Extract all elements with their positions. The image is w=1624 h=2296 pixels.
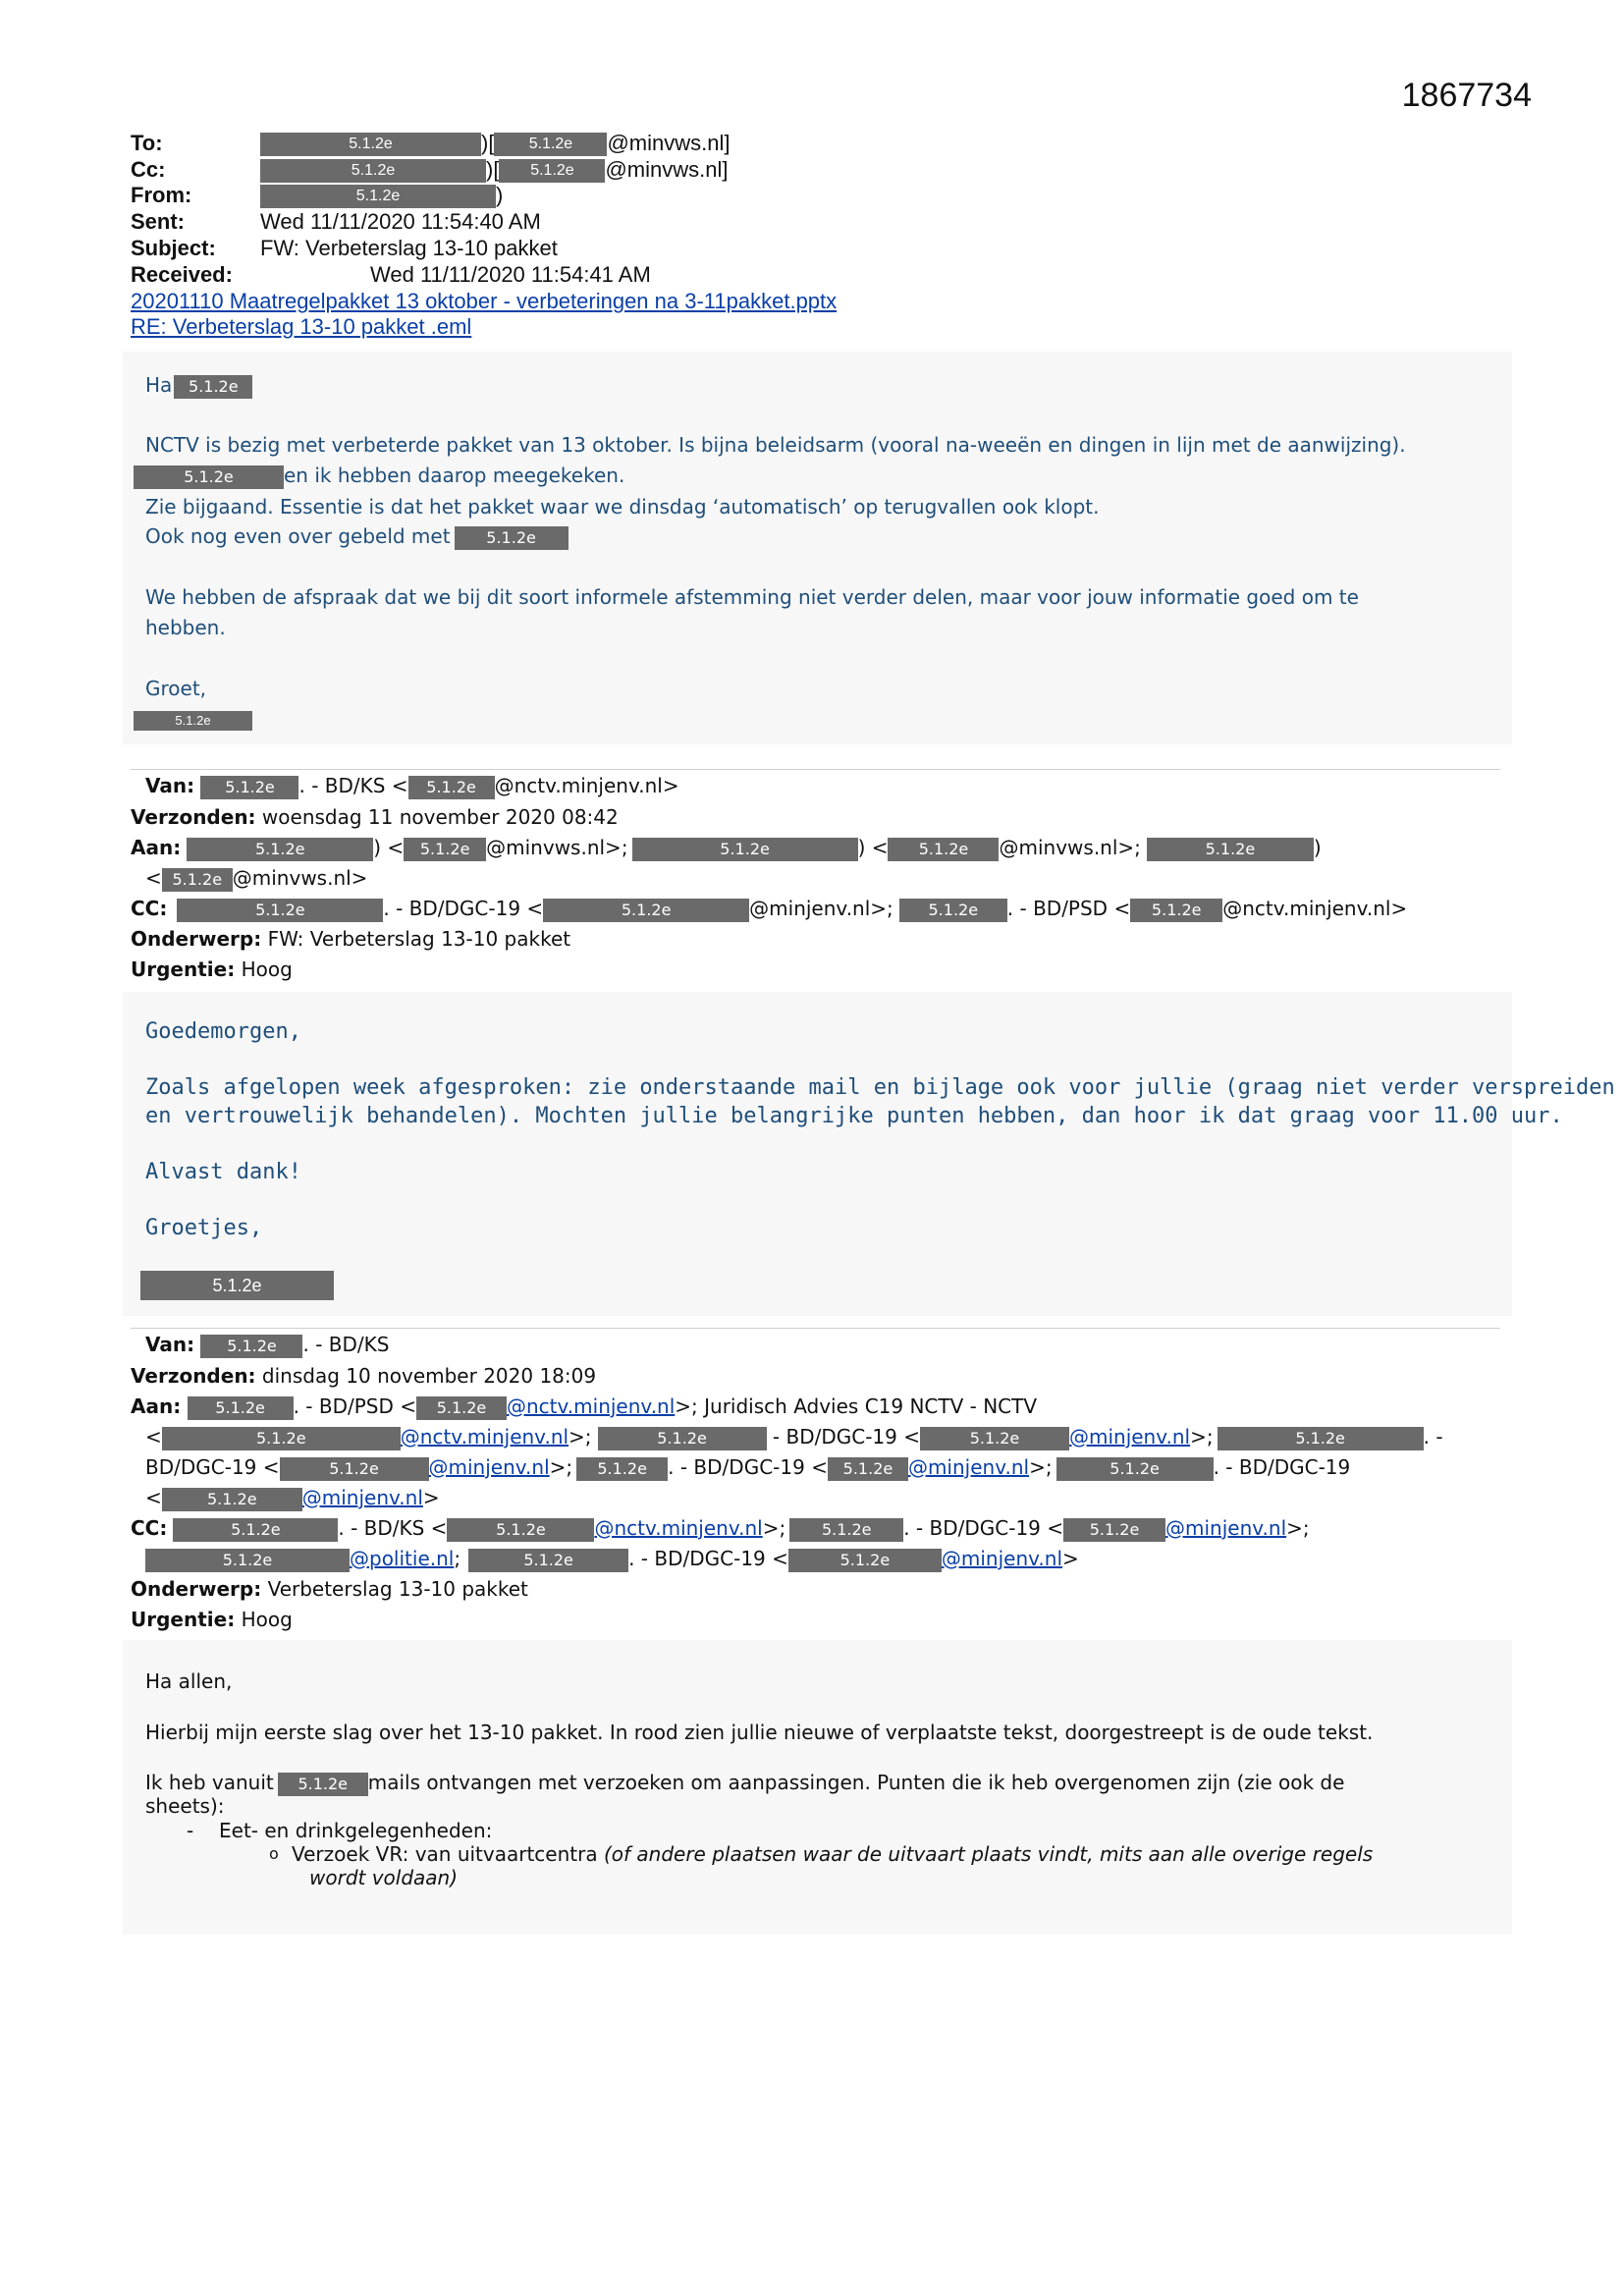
redaction-box: 5.1.2e xyxy=(278,1773,368,1796)
redaction-box: 5.1.2e xyxy=(828,1457,908,1481)
sent-label: Sent: xyxy=(131,209,185,234)
onderwerp-label: Onderwerp: xyxy=(131,927,262,951)
text-fragment: >; xyxy=(549,1455,573,1479)
text-fragment: . - BD/KS < xyxy=(298,774,408,797)
email-link[interactable]: @nctv.minjenv.nl xyxy=(507,1394,676,1418)
subject-label: Subject: xyxy=(131,236,216,260)
text-fragment: . - BD/KS xyxy=(302,1333,390,1356)
msg1-line3: Zie bijgaand. Essentie is dat het pakket waar we dinsdag ‘automatisch’ op terugvallen ook klopt. xyxy=(145,495,1100,519)
msg2-greeting: Goedemorgen, xyxy=(145,1019,301,1044)
text-fragment: ; xyxy=(454,1547,461,1570)
cc-email-domain: @minvws.nl] xyxy=(605,157,729,182)
msg1-closing: Groet, xyxy=(145,677,207,700)
msg3-van xyxy=(145,1333,389,1358)
redaction-box: 5.1.2e xyxy=(174,375,252,399)
text-fragment: >; xyxy=(762,1516,786,1540)
redaction-box: 5.1.2e xyxy=(408,776,495,799)
text-fragment: Hoog xyxy=(241,1608,293,1631)
attachment-pptx-link[interactable]: 20201110 Maatregelpakket 13 oktober - verbeteringen na 3-11pakket.pptx xyxy=(131,289,838,313)
email-link[interactable]: @nctv.minjenv.nl xyxy=(594,1516,763,1540)
cc-label: CC: xyxy=(131,1516,168,1540)
verzonden-label: Verzonden: xyxy=(131,805,256,829)
text-fragment: . - BD/DGC-19 < xyxy=(903,1516,1064,1540)
redaction-box: 5.1.2e xyxy=(145,1549,350,1572)
msg2-urgentie xyxy=(131,957,293,981)
redaction-box: 5.1.2e xyxy=(920,1427,1069,1450)
msg3-body2 xyxy=(145,1771,1344,1796)
cc-label: Cc: xyxy=(131,157,166,182)
van-label: Van: xyxy=(145,774,195,797)
header-subject xyxy=(131,236,558,261)
msg2-body1: Zoals afgelopen week afgesproken: zie onderstaande mail en bijlage ook voor jullie (graag niet verder verspreiden xyxy=(145,1075,1615,1100)
text-fragment: BD/DGC-19 < xyxy=(145,1455,280,1479)
msg3-aan xyxy=(131,1394,1037,1420)
text-fragment: >; Juridisch Advies C19 NCTV - NCTV xyxy=(675,1394,1038,1418)
received-label: Received: xyxy=(131,262,233,287)
msg1-signature xyxy=(134,711,252,731)
text-fragment: . - BD/PSD < xyxy=(293,1394,416,1418)
redaction-box: 5.1.2e xyxy=(188,1396,294,1420)
msg2-van xyxy=(145,774,679,799)
urgentie-label: Urgentie: xyxy=(131,957,236,981)
email-link[interactable]: @politie.nl xyxy=(350,1547,455,1570)
msg2-verzonden xyxy=(131,805,619,829)
text-fragment: . - xyxy=(1423,1425,1443,1449)
message-2-body-panel xyxy=(123,992,1512,1316)
redaction-box: 5.1.2e xyxy=(1218,1427,1424,1450)
redaction-box: 5.1.2e xyxy=(543,899,749,922)
text-fragment: @nctv.minjenv.nl> xyxy=(494,774,679,797)
verzonden-label: Verzonden: xyxy=(131,1364,256,1388)
van-label: Van: xyxy=(145,1333,195,1356)
text-fragment: Ik heb vanuit xyxy=(145,1771,274,1794)
email-link[interactable]: @minjenv.nl xyxy=(1068,1425,1191,1449)
text-fragment: < xyxy=(145,866,162,890)
msg2-aan xyxy=(131,836,1322,861)
msg3-aan-line3 xyxy=(145,1455,1350,1481)
text-fragment: @nctv.minjenv.nl> xyxy=(1222,897,1408,920)
msg2-signature xyxy=(140,1271,334,1300)
redaction-box: 5.1.2e xyxy=(1147,838,1314,861)
msg1-line4-text: Ook nog even over gebeld met xyxy=(145,524,451,548)
msg3-urgentie xyxy=(131,1608,293,1631)
text-fragment: Hoog xyxy=(241,957,293,981)
redaction-box: 5.1.2e xyxy=(494,133,607,156)
redaction-box: 5.1.2e xyxy=(788,1549,942,1572)
msg3-aan-line4 xyxy=(145,1486,440,1511)
header-text: )[ xyxy=(486,157,500,182)
text-fragment: mails ontvangen met verzoeken om aanpassingen. Punten die ik heb overgenomen zijn (zie ook de xyxy=(367,1771,1345,1794)
redaction-box: 5.1.2e xyxy=(260,159,486,183)
text-fragment: - BD/DGC-19 < xyxy=(772,1425,920,1449)
header-text: )[ xyxy=(481,131,495,155)
msg1-line4 xyxy=(145,524,568,550)
redaction-box: 5.1.2e xyxy=(173,1518,338,1542)
separator xyxy=(131,1328,1500,1329)
msg3-sub1c: wordt voldaan) xyxy=(309,1866,459,1889)
text-fragment: (of andere plaatsen waar de uitvaart plaats vindt, mits aan alle overige regels xyxy=(603,1842,1374,1866)
text-fragment: >; xyxy=(1190,1425,1214,1449)
text-fragment: . - BD/PSD < xyxy=(1006,897,1131,920)
redaction-box: 5.1.2e xyxy=(598,1427,767,1450)
text-fragment: >; xyxy=(1029,1455,1053,1479)
text-fragment: ) xyxy=(1313,836,1322,859)
text-fragment: ) < xyxy=(857,836,889,859)
redaction-box: 5.1.2e xyxy=(187,838,373,861)
redaction-box: 5.1.2e xyxy=(140,1271,334,1300)
header-to xyxy=(131,131,730,156)
text-fragment: > xyxy=(1062,1547,1079,1570)
sent-value: Wed 11/11/2020 11:54:40 AM xyxy=(260,209,541,234)
separator xyxy=(131,769,1500,770)
msg1-greeting xyxy=(145,373,252,399)
email-link[interactable]: @nctv.minjenv.nl xyxy=(400,1425,569,1449)
text-fragment: < xyxy=(145,1425,162,1449)
text-fragment: . - BD/DGC-19 < xyxy=(628,1547,788,1570)
sub-bullet-marker: o xyxy=(269,1844,279,1863)
msg3-cc xyxy=(131,1516,1310,1542)
text-fragment: @minvws.nl> xyxy=(232,866,368,890)
email-link[interactable]: @minjenv.nl xyxy=(941,1547,1063,1570)
text-fragment: < xyxy=(145,1486,162,1509)
redaction-box: 5.1.2e xyxy=(134,465,284,489)
redaction-box: 5.1.2e xyxy=(632,838,858,861)
text-fragment: @minvws.nl>; xyxy=(999,836,1141,859)
attachment-eml-link[interactable]: RE: Verbeterslag 13-10 pakket .eml xyxy=(131,314,472,339)
msg3-body1: Hierbij mijn eerste slag over het 13-10 pakket. In rood zien jullie nieuwe of verplaatste tekst, doorgestreept is de oude tekst. xyxy=(145,1721,1374,1744)
email-link[interactable]: @minjenv.nl xyxy=(907,1455,1030,1479)
redaction-box: 5.1.2e xyxy=(162,868,233,892)
msg2-closing: Groetjes, xyxy=(145,1216,263,1240)
aan-label: Aan: xyxy=(131,1394,182,1418)
document-id: 1867734 xyxy=(1401,77,1532,114)
redaction-box: 5.1.2e xyxy=(1130,899,1222,922)
received-value: Wed 11/11/2020 11:54:41 AM xyxy=(370,262,651,287)
redaction-box: 5.1.2e xyxy=(177,899,383,922)
text-fragment: @minvws.nl>; xyxy=(486,836,628,859)
redaction-box: 5.1.2e xyxy=(576,1457,668,1481)
text-fragment: woensdag 11 november 2020 08:42 xyxy=(261,805,619,829)
msg3-bullet1: Eet- en drinkgelegenheden: xyxy=(219,1819,493,1842)
redaction-box: 5.1.2e xyxy=(899,899,1007,922)
text-fragment: . - BD/KS < xyxy=(338,1516,448,1540)
msg2-cc xyxy=(131,897,1407,922)
text-fragment: dinsdag 10 november 2020 18:09 xyxy=(261,1364,597,1388)
redaction-box: 5.1.2e xyxy=(468,1549,628,1572)
text-fragment: Verbeterslag 13-10 pakket xyxy=(267,1577,528,1601)
msg1-line2 xyxy=(134,464,624,489)
header-cc xyxy=(131,157,728,183)
redaction-box: 5.1.2e xyxy=(1063,1518,1165,1542)
to-email-domain: @minvws.nl] xyxy=(607,131,731,155)
redaction-box: 5.1.2e xyxy=(162,1427,401,1450)
redaction-box: 5.1.2e xyxy=(789,1518,903,1542)
msg3-onderwerp xyxy=(131,1577,528,1601)
text-fragment: > xyxy=(422,1486,440,1509)
header-received xyxy=(131,262,651,288)
text-fragment: >; xyxy=(1286,1516,1310,1540)
redaction-box: 5.1.2e xyxy=(499,159,605,183)
onderwerp-label: Onderwerp: xyxy=(131,1577,262,1601)
redaction-box: 5.1.2e xyxy=(162,1488,302,1511)
redaction-box: 5.1.2e xyxy=(888,838,999,861)
header-from xyxy=(131,183,503,208)
redaction-box: 5.1.2e xyxy=(260,133,481,156)
aan-label: Aan: xyxy=(131,836,182,859)
to-label: To: xyxy=(131,131,163,155)
msg3-sub1 xyxy=(292,1842,1373,1866)
msg3-cc-line2 xyxy=(145,1547,1079,1572)
text-fragment: @minjenv.nl>; xyxy=(749,897,893,920)
redaction-box: 5.1.2e xyxy=(1056,1457,1214,1481)
text-fragment: . - BD/DGC-19 < xyxy=(383,897,544,920)
msg3-verzonden xyxy=(131,1364,596,1388)
redaction-box: 5.1.2e xyxy=(455,526,568,550)
msg1-line5a: We hebben de afspraak dat we bij dit soort informele afstemming niet verder delen, maar voor jouw informatie goed om te xyxy=(145,585,1359,609)
text-fragment: Verzoek VR: van uitvaartcentra xyxy=(292,1842,598,1866)
redaction-box: 5.1.2e xyxy=(200,1335,302,1358)
redaction-box: 5.1.2e xyxy=(416,1396,507,1420)
text-fragment: FW: Verbeterslag 13-10 pakket xyxy=(267,927,571,951)
subject-value: FW: Verbeterslag 13-10 pakket xyxy=(260,236,558,260)
from-label: From: xyxy=(131,183,192,207)
bullet-dash: - xyxy=(187,1819,194,1842)
redaction-box: 5.1.2e xyxy=(134,711,252,731)
msg2-aan-line2 xyxy=(145,866,367,892)
msg3-body2c: sheets): xyxy=(145,1794,225,1818)
urgentie-label: Urgentie: xyxy=(131,1608,236,1631)
msg3-greeting: Ha allen, xyxy=(145,1669,233,1693)
email-link[interactable]: @minjenv.nl xyxy=(428,1455,550,1479)
email-link[interactable]: @minjenv.nl xyxy=(1165,1516,1287,1540)
cc-label: CC: xyxy=(131,897,168,920)
msg3-aan-line2 xyxy=(145,1425,1443,1450)
msg2-body2: en vertrouwelijk behandelen). Mochten jullie belangrijke punten hebben, dan hoor ik dat graag voor 11.00 uur. xyxy=(145,1104,1563,1128)
text-fragment: ) < xyxy=(373,836,405,859)
text-fragment: >; xyxy=(568,1425,592,1449)
redaction-box: 5.1.2e xyxy=(200,776,298,799)
header-text: ) xyxy=(496,183,504,207)
redaction-box: 5.1.2e xyxy=(447,1518,594,1542)
redaction-box: 5.1.2e xyxy=(404,838,486,861)
text-fragment: . - BD/DGC-19 xyxy=(1213,1455,1351,1479)
msg1-greeting-text: Ha xyxy=(145,373,173,397)
msg1-line1: NCTV is bezig met verbeterde pakket van 13 oktober. Is bijna beleidsarm (vooral na-weeën en dingen in lijn met de aanwijzing). xyxy=(145,433,1406,457)
text-fragment: . - BD/DGC-19 < xyxy=(668,1455,828,1479)
msg1-line5b: hebben. xyxy=(145,616,226,639)
redaction-box: 5.1.2e xyxy=(260,185,496,208)
msg2-thanks: Alvast dank! xyxy=(145,1160,301,1184)
redaction-box: 5.1.2e xyxy=(280,1457,429,1481)
email-link[interactable]: @minjenv.nl xyxy=(301,1486,423,1509)
header-sent xyxy=(131,209,541,235)
msg2-onderwerp xyxy=(131,927,570,951)
msg1-line2-text: en ik hebben daarop meegekeken. xyxy=(284,464,625,487)
